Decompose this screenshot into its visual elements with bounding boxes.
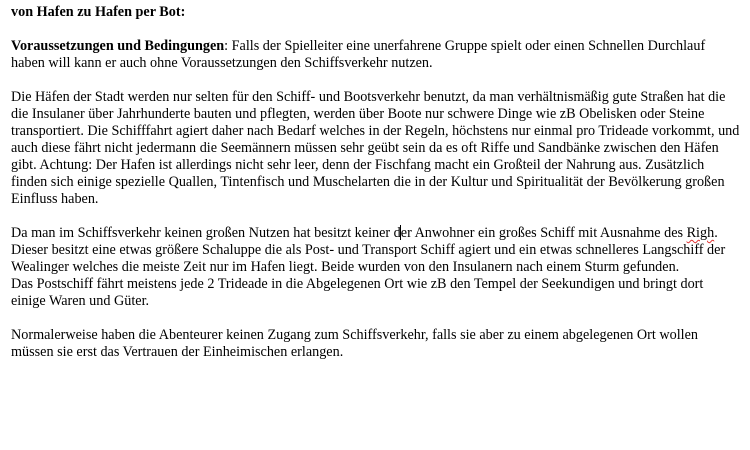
document-body[interactable] — [11, 4, 741, 361]
paragraph-access: Normalerweise haben die Abenteurer keinen Zugang zum Schiffsverkehr, falls sie aber zu einem abgelegenen Ort wollen müssen sie erst das Vertrauen der Einheimischen erlangen. — [11, 327, 698, 360]
paragraph-shipping — [11, 225, 741, 276]
blank-line — [11, 208, 741, 225]
document-title: von Hafen zu Hafen per Bot: — [11, 4, 186, 20]
requirements-text: : Falls der Spielleiter eine unerfahrene Gruppe spielt oder einen Schnellen Durchlauf haben will kann er auch ohne Voraussetzungen den Schiffsverkehr nutzen. — [11, 38, 706, 71]
blank-line — [11, 21, 741, 38]
blank-line — [11, 310, 741, 327]
shipping-text-middle: er Anwohner ein großes Schiff mit Ausnahme des — [400, 225, 687, 241]
shipping-text-start: Da man im Schiffsverkehr keinen großen Nutzen hat besitzt keiner d — [11, 225, 401, 241]
misspelled-word[interactable]: Righ — [686, 225, 715, 241]
blank-line — [11, 72, 741, 89]
paragraph-requirements — [11, 38, 741, 72]
requirements-heading: Voraussetzungen und Bedingungen — [11, 38, 225, 54]
paragraph-harbors: Die Häfen der Stadt werden nur selten für den Schiff- und Bootsverkehr benutzt, da man verhältnismäßig gute Straßen hat die die Insulaner über Jahrhunderte bauten und pflegten, werden über Boote nur schwere Dinge wie zB Obelisken oder Steine transportiert. Die Schifffahrt agiert daher nach Bedarf welches in der Regeln, höchstens nur einmal pro Trideade vorkommt, und auch diese fährt nicht jedermann die Seemännern müssen sehr geübt sein da es oft Riffe und Sandbänke zwischen den Häfen gibt. Achtung: Der Hafen ist allerdings nicht sehr leer, denn der Fischfang macht ein Großteil der Nahrung aus. Zusätzlich finden sich einige spezielle Quallen, Tintenfisch und Muschelarten die in der Kultur und Spiritualität der Bevölkerung großen Einfluss haben. — [11, 89, 740, 207]
shipping-text-end: . Dieser besitzt eine etwas größere Schaluppe die als Post- und Transport Schiff agiert und ein etwas schnelleres Langschiff der Wealinger welches die meiste Zeit nur im Hafen liegt. Beide wurden von den Insulanern nach einem Sturm gefunden. — [11, 225, 726, 275]
paragraph-postship: Das Postschiff fährt meistens jede 2 Trideade in die Abgelegenen Ort wie zB den Tempel der Seekundigen und bringt dort einige Waren und Güter. — [11, 276, 704, 309]
